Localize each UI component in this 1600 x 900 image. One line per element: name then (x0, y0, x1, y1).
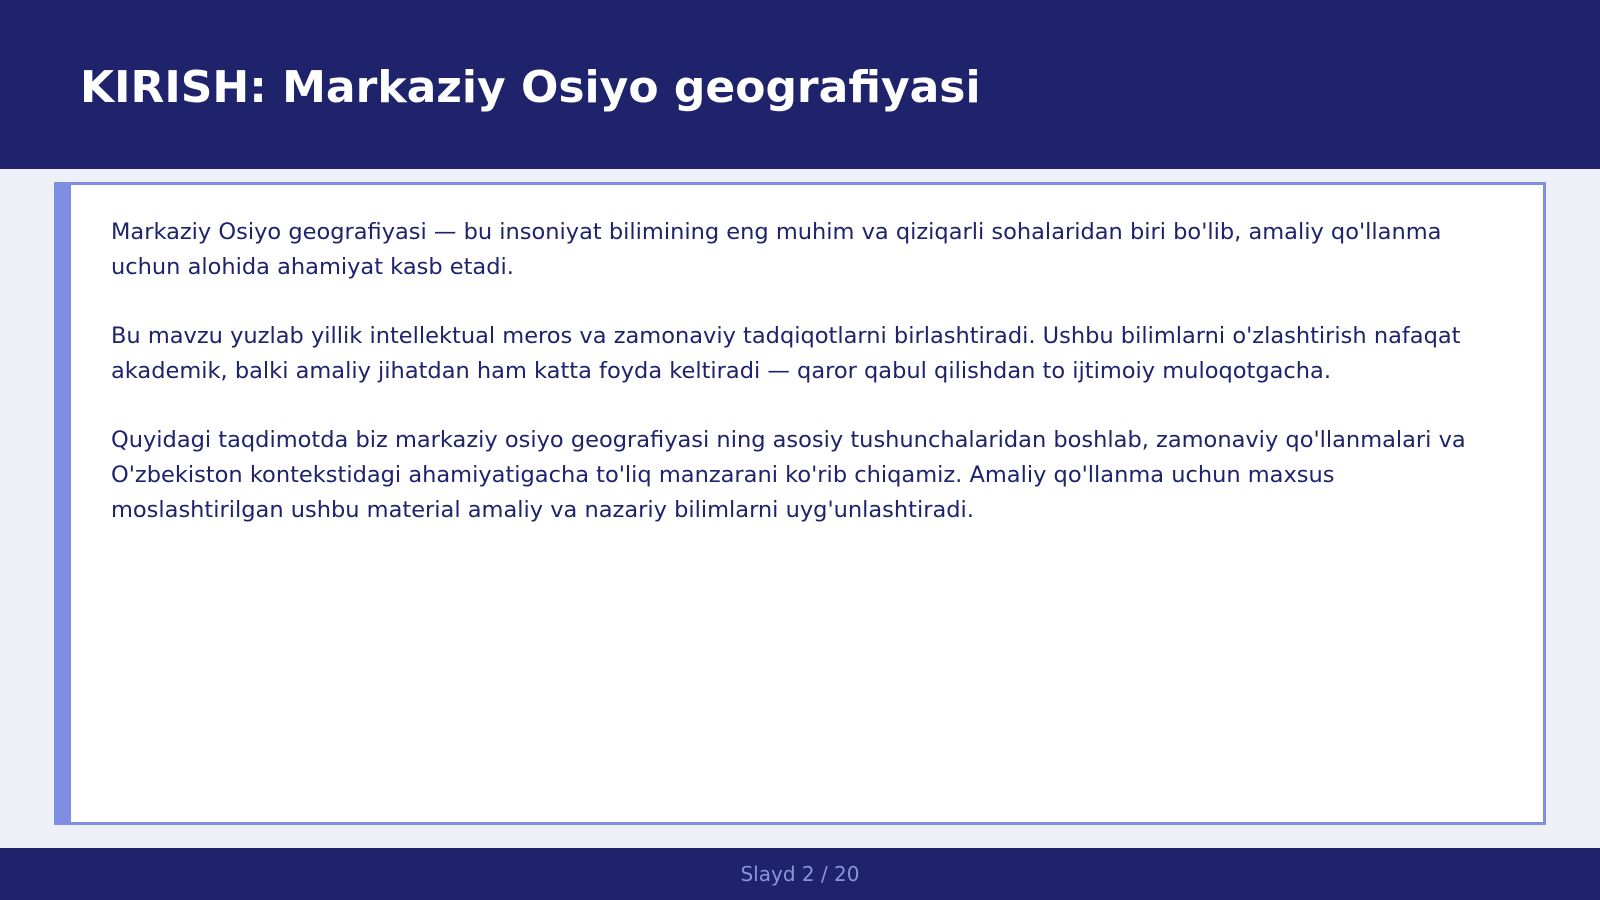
content-panel (54, 182, 1546, 825)
content-paragraph-3: Quyidagi taqdimotda biz markaziy osiyo geografiyasi ning asosiy tushunchalaridan boshlab, zamonaviy qo'llanmalari va O'zbekiston kontekstidagi ahamiyatigacha to'liq manzarani ko'rib chiqamiz. Amaliy qo'llanma uchun maxsus moslashtirilgan ushbu material amaliy va nazariy bilimlarni uyg'unlashtiradi. (111, 427, 1466, 523)
slide-footer (0, 848, 1600, 900)
slide-header (0, 0, 1600, 169)
slide-title: KIRISH: Markaziy Osiyo geografiyasi (80, 62, 981, 113)
content-paragraph-1: Markaziy Osiyo geografiyasi — bu insoniyat bilimining eng muhim va qiziqarli sohalaridan biri bo'lib, amaliy qo'llanma uchun alohida ahamiyat kasb etadi. (111, 219, 1442, 280)
content-paragraph-2: Bu mavzu yuzlab yillik intellektual meros va zamonaviy tadqiqotlarni birlashtiradi. Ushbu bilimlarni o'zlashtirish nafaqat akademik, balki amaliy jihatdan ham katta foyda keltiradi — qaror qabul qilishdan to ijtimoiy muloqotgacha. (111, 323, 1461, 384)
slide-number: Slayd 2 / 20 (740, 862, 860, 886)
content-text (111, 215, 1511, 562)
